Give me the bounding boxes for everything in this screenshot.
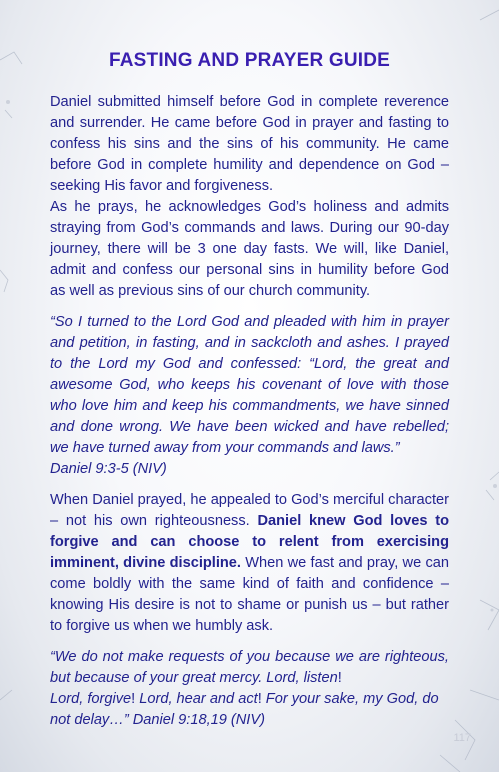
quote-punct: ! bbox=[257, 691, 266, 707]
emphasis-text: Daniel knew God loves to forgive and can choose to relent from exercising imminent, divine discipline. bbox=[50, 513, 449, 571]
intro-paragraph: Daniel submitted himself before God in complete reverence and surrender. He came before God in prayer and fasting to confess his sins and the sins of his community. He came before God in complete humility and dependence on God – seeking His favor and forgiveness. bbox=[50, 94, 449, 194]
quote-text: Lord, hear and act bbox=[139, 691, 258, 707]
page-title: FASTING AND PRAYER GUIDE bbox=[108, 50, 391, 71]
merciful-character-paragraph bbox=[50, 490, 449, 637]
paragraph-text: When Daniel prayed, he appealed to God’s merciful character – not his own righteousness. bbox=[50, 492, 449, 529]
quote-text: “So I turned to the Lord God and pleaded with him in prayer and petition, in fasting, and in sackcloth and ashes. I prayed to the Lord my God and confessed: “Lord, the great and awesome God, who keeps his covenant of love with those who love him and keep his commandments, we have sinned and done wrong. We have been wicked and have rebelled; we have turned away from your commands and laws.” bbox=[50, 314, 449, 456]
scripture-quote-2 bbox=[50, 647, 449, 731]
quote-line-1 bbox=[50, 647, 449, 689]
quote-text: “We do not make requests of you because we are righteous, but because of your great mercy. Lord, listen bbox=[50, 649, 449, 686]
quote-reference: Daniel 9:3-5 (NIV) bbox=[50, 461, 167, 477]
page-content bbox=[50, 92, 449, 731]
acknowledgement-paragraph: As he prays, he acknowledges God’s holiness and admits straying from God’s commands and laws. During our 90-day journey, there will be 3 one day fasts. We will, like Daniel, admit and confess our personal sins in humility before God as well as previous sins of our church community. bbox=[50, 199, 449, 299]
scripture-quote-1 bbox=[50, 312, 449, 480]
quote-text: For your sake, my God, do not delay…” Daniel 9:18,19 (NIV) bbox=[50, 691, 439, 728]
paragraph-text-continued: When we fast and pray, we can come boldly with the same kind of faith and confidence – knowing His desire is not to shame or punish us – but rather to forgive us when we humbly ask. bbox=[50, 555, 449, 634]
quote-line-2 bbox=[50, 689, 449, 731]
quote-punct: ! bbox=[337, 670, 342, 686]
page-number: 117 bbox=[453, 732, 471, 744]
quote-punct: ! bbox=[131, 691, 140, 707]
quote-text: Lord, forgive bbox=[50, 691, 132, 707]
